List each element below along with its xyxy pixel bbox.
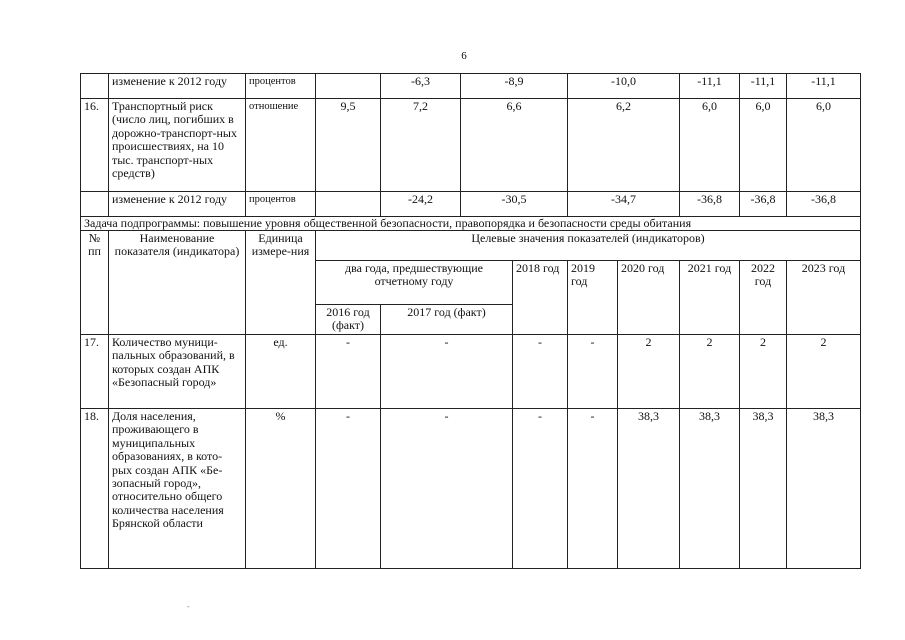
header-year: 2020 год [618,261,680,335]
header-unit: Единица измере-ния [246,231,316,335]
value-cell: -10,0 [568,74,680,99]
page-number: 6 [461,50,467,62]
value-cell: - [568,335,618,409]
value-cell: -8,9 [461,74,568,99]
value-cell: -34,7 [568,192,680,217]
table-row [81,335,861,409]
value-cell: 2 [680,335,740,409]
indicator-name: Доля населения, проживающего в муниципальных образованиях, в кото-рых создан АПК «Бе-зопасный город», относительно общего количества населения Брянской области [109,409,246,569]
unit-cell: отношение [246,99,316,192]
row-number: 18. [81,409,109,569]
table-row [81,409,861,569]
indicator-name: Количество муници-пальных образований, в которых создан АПК «Безопасный город» [109,335,246,409]
table-row [81,99,861,192]
value-cell: -30,5 [461,192,568,217]
indicator-name: изменение к 2012 году [109,74,246,99]
value-cell: 6,0 [680,99,740,192]
value-cell: 6,6 [461,99,568,192]
value-cell: -36,8 [787,192,861,217]
value-cell: 6,0 [740,99,787,192]
value-cell [316,74,381,99]
header-year: 2019 год [568,261,618,335]
indicator-name: Транспортный риск (число лиц, погибших в дорожно-транспорт-ных происшествиях, на 10 тыс. транспорт-ных средств) [109,99,246,192]
value-cell: -11,1 [787,74,861,99]
value-cell: 6,2 [568,99,680,192]
header-year: 2021 год [680,261,740,335]
task-title: Задача подпрограммы: повышение уровня общественной безопасности, правопорядка и безопасности среды обитания [81,217,861,231]
header-year: 2023 год [787,261,861,335]
value-cell: - [316,409,381,569]
header-year: 2018 год [513,261,568,335]
table-row [81,192,861,217]
header-year: 2022 год [740,261,787,335]
value-cell: 38,3 [740,409,787,569]
value-cell: - [381,335,513,409]
header-targets: Целевые значения показателей (индикаторов) [316,231,861,261]
scan-mark: - [187,602,190,611]
indicator-name: изменение к 2012 году [109,192,246,217]
value-cell: -11,1 [680,74,740,99]
table-row [81,74,861,99]
value-cell: - [381,409,513,569]
unit-cell: ед. [246,335,316,409]
value-cell: -36,8 [680,192,740,217]
header-two-years: два года, предшествующие отчетному году [316,261,513,305]
header-year: 2017 год (факт) [381,305,513,335]
value-cell: 6,0 [787,99,861,192]
task-row [81,217,861,231]
value-cell: -11,1 [740,74,787,99]
value-cell: 38,3 [787,409,861,569]
row-number: 16. [81,99,109,192]
value-cell: -24,2 [381,192,461,217]
header-num: № пп [81,231,109,335]
unit-cell: процентов [246,192,316,217]
value-cell: -36,8 [740,192,787,217]
header-row [81,231,861,261]
value-cell: 2 [787,335,861,409]
value-cell: 7,2 [381,99,461,192]
value-cell: 2 [618,335,680,409]
value-cell: 38,3 [680,409,740,569]
value-cell [316,192,381,217]
value-cell: 38,3 [618,409,680,569]
value-cell: 2 [740,335,787,409]
unit-cell: процентов [246,74,316,99]
unit-cell: % [246,409,316,569]
value-cell: - [568,409,618,569]
value-cell: - [513,409,568,569]
indicators-table [80,73,861,569]
value-cell: - [513,335,568,409]
header-name: Наименование показателя (индикатора) [109,231,246,335]
value-cell: 9,5 [316,99,381,192]
value-cell: -6,3 [381,74,461,99]
row-number: 17. [81,335,109,409]
value-cell: - [316,335,381,409]
header-year: 2016 год (факт) [316,305,381,335]
